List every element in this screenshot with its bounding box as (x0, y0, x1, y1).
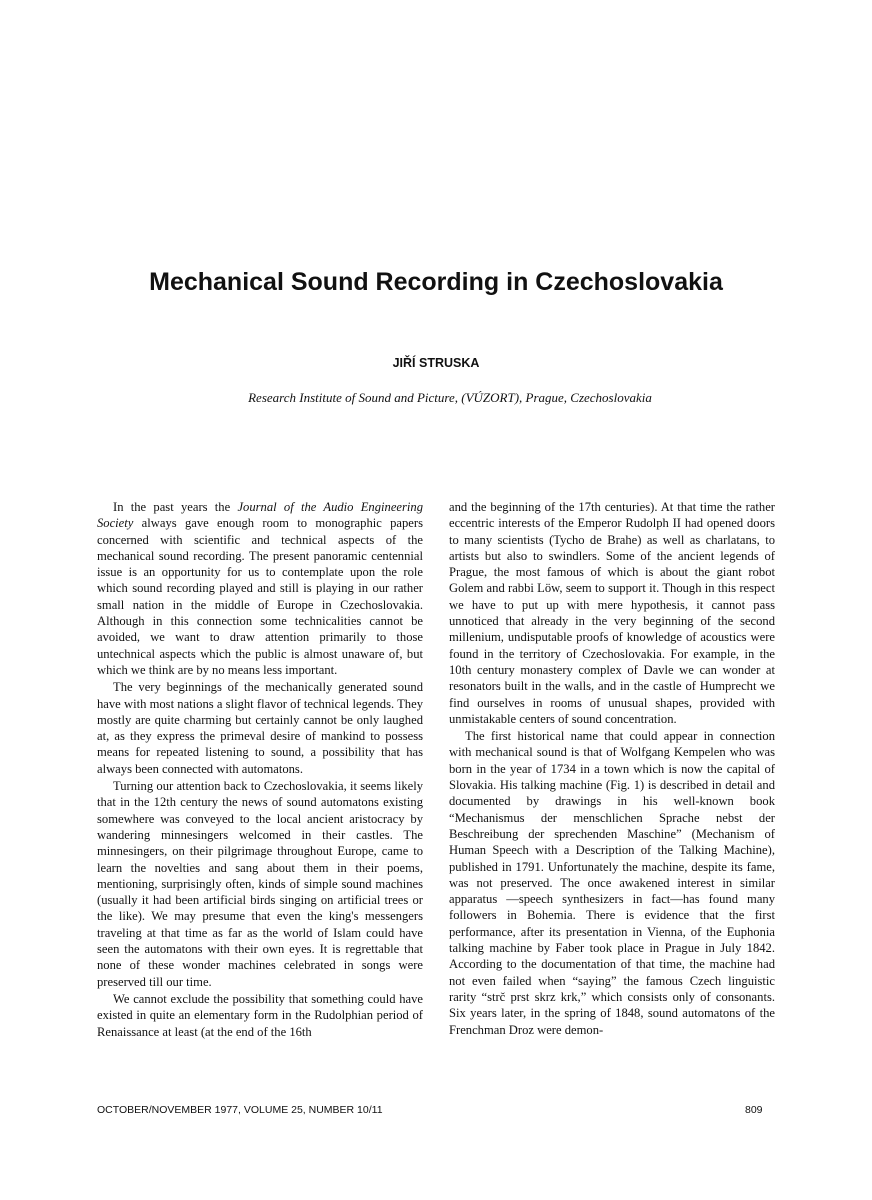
journal-name: Journal of the Audio Engineering Society (97, 500, 423, 531)
article-title: Mechanical Sound Recording in Czechoslovakia (149, 268, 723, 296)
paragraph: We cannot exclude the possibility that something could have existed in quite an elementary form in the Rudolphian period of Renaissance at least (at the end of the 16th (97, 991, 423, 1039)
body-column-right (449, 499, 775, 1039)
body-column-left (97, 499, 423, 1041)
paragraph-text: always gave enough room to monographic papers concerned with scientific and technical aspects of the mechanical sound recording. The present panoramic centennial issue is an opportunity for us to contemplate upon the role which sound recording played and still is playing in our rather small nation in the middle of Europe in Czechoslovakia. Although in this connection some technicalities cannot be avoided, we want to draw attention primarily to those untechnical aspects which the public is almost unaware of, but which we think are by no means less important. (97, 516, 423, 677)
author-name: JIŘÍ STRUSKA (392, 356, 480, 370)
paragraph: The first historical name that could appear in connection with mechanical sound is that of Wolfgang Kempelen who was born in the year of 1734 in a town which is now the capital of Slovakia. His talking machine (Fig. 1) is described in detail and documented by drawings in his well-known book “Mechanismus der menschlichen Sprache nebst der Beschreibung der sprechenden Maschine” (Mechanism of Human Speech with a Description of the Talking Machine), published in 1791. Unfortunately the machine, despite its fame, was not preserved. The once awakened interest in similar apparatus —speech synthesizers in fact—has found many followers in Bohemia. There is evidence that the first performance, after its presentation in Vienna, of the Euphonia talking machine by Faber took place in Prague in July 1842. According to the documentation of that time, the machine had not even failed when “saying” the famous Czech linguistic rarity “strč prst skrz krk,” which consists only of consonants. Six years later, in the spring of 1848, sound automatons of the Frenchman Droz were demon- (449, 729, 775, 1037)
paragraph: Turning our attention back to Czechoslovakia, it seems likely that in the 12th century the news of sound automatons existing somewhere was conveyed to the local ancient aristocracy by wandering minnesingers welcomed in their castles. The minnesingers, on their pilgrimage throughout Europe, came to learn the novelties and sang about them in their poems, mentioning, surprisingly often, kinds of simple sound machines (usually it had been artificial birds singing on artificial trees or the like). We may presume that even the king's messengers traveling at that time as far as the world of Islam could have seen the automatons with their own eyes. It is regrettable that none of these wonder machines celebrated in songs were preserved till our time. (97, 779, 423, 989)
issue-info: OCTOBER/NOVEMBER 1977, VOLUME 25, NUMBER 10/11 (97, 1104, 383, 1116)
paragraph: and the beginning of the 17th centuries). At that time the rather eccentric interests of the Emperor Rudolph II had opened doors to many scientists (Tycho de Brahe) as well as charlatans, to artists but also to swindlers. Some of the ancient legends of Prague, the most famous of which is about the giant robot Golem and rabbi Löw, seem to support it. Though in this respect we have to put up with mere hypothesis, it cannot pass unnoticed that already in the very beginning of the second millenium, undisputable proofs of knowledge of acoustics were found in the territory of Czechoslovakia. For example, in the 10th century monastery complex of Davle we can wonder at resonators built in the walls, and in the castle of Humprecht we find ourselves in rooms of unusual shapes, provided with unmistakable centers of sound concentration. (449, 500, 775, 726)
page-number: 809 (745, 1104, 763, 1116)
paragraph-text: In the past years the (113, 500, 238, 514)
paragraph (97, 499, 423, 678)
paragraph: The very beginnings of the mechanically generated sound have with most nations a slight flavor of technical legends. They mostly are quite charming but certainly cannot be only laughed at, as they express the primeval desire of mankind to possess means for repeated listening to sound, a possibility that has always been connected with automatons. (97, 680, 423, 776)
author-affiliation: Research Institute of Sound and Picture, (VÚZORT), Prague, Czechoslovakia (248, 390, 652, 405)
